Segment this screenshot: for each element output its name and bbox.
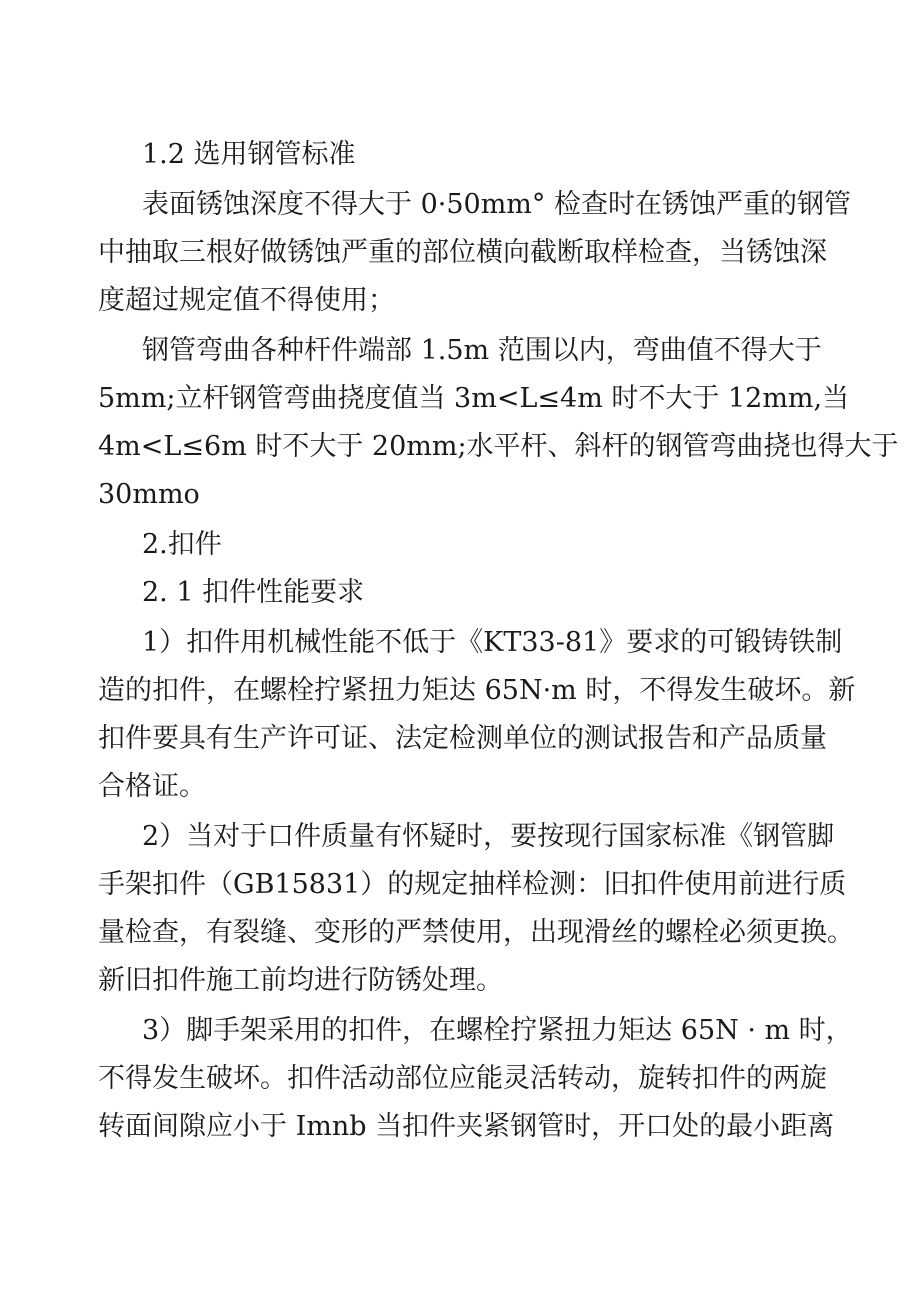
paragraph-line: 扣件要具有生产许可证、法定检测单位的测试报告和产品质量 [98,723,827,754]
paragraph-line: 表面锈蚀深度不得大于 0·50mm° 检查时在锈蚀严重的钢管 [142,189,851,220]
paragraph-line: 30mmo [98,479,200,510]
paragraph-line: 3）脚手架采用的扣件，在螺栓拧紧扭力矩达 65N · m 时， [142,1015,853,1046]
paragraph-line: 合格证。 [98,771,206,802]
section-heading-1-2: 1.2 选用钢管标准 [142,139,356,170]
paragraph-line: 钢管弯曲各种杆件端部 1.5m 范围以内，弯曲值不得大于 [142,335,822,366]
paragraph-line: 2）当对于口件质量有怀疑时，要按现行国家标准《钢管脚 [142,821,835,852]
paragraph-line: 手架扣件（GB15831）的规定抽样检测：旧扣件使用前进行质 [98,869,847,900]
paragraph-line: 转面间隙应小于 Imnb 当扣件夹紧钢管时，开口处的最小距离 [98,1111,835,1142]
paragraph-line: 量检查，有裂缝、变形的严禁使用，出现滑丝的螺栓必须更换。 [98,917,854,948]
paragraph-line: 造的扣件，在螺栓拧紧扭力矩达 65N·m 时，不得发生破坏。新 [98,675,856,706]
paragraph-line: 1）扣件用机械性能不低于《KT33-81》要求的可锻铸铁制 [142,627,843,658]
paragraph-line: 4m<L≤6m 时不大于 20mm;水平杆、斜杆的钢管弯曲挠也得大于 [98,431,899,462]
paragraph-line: 度超过规定值不得使用； [98,285,395,316]
paragraph-line: 新旧扣件施工前均进行防锈处理。 [98,965,503,996]
paragraph-line: 5mm;立杆钢管弯曲挠度值当 3m<L≤4m 时不大于 12mm,当 [98,383,850,414]
section-heading-2: 2.扣件 [142,529,222,560]
section-heading-2-1: 2. 1 扣件性能要求 [142,577,365,608]
paragraph-line: 中抽取三根好做锈蚀严重的部位横向截断取样检查，当锈蚀深 [98,237,827,268]
paragraph-line: 不得发生破坏。扣件活动部位应能灵活转动，旋转扣件的两旋 [98,1063,827,1094]
